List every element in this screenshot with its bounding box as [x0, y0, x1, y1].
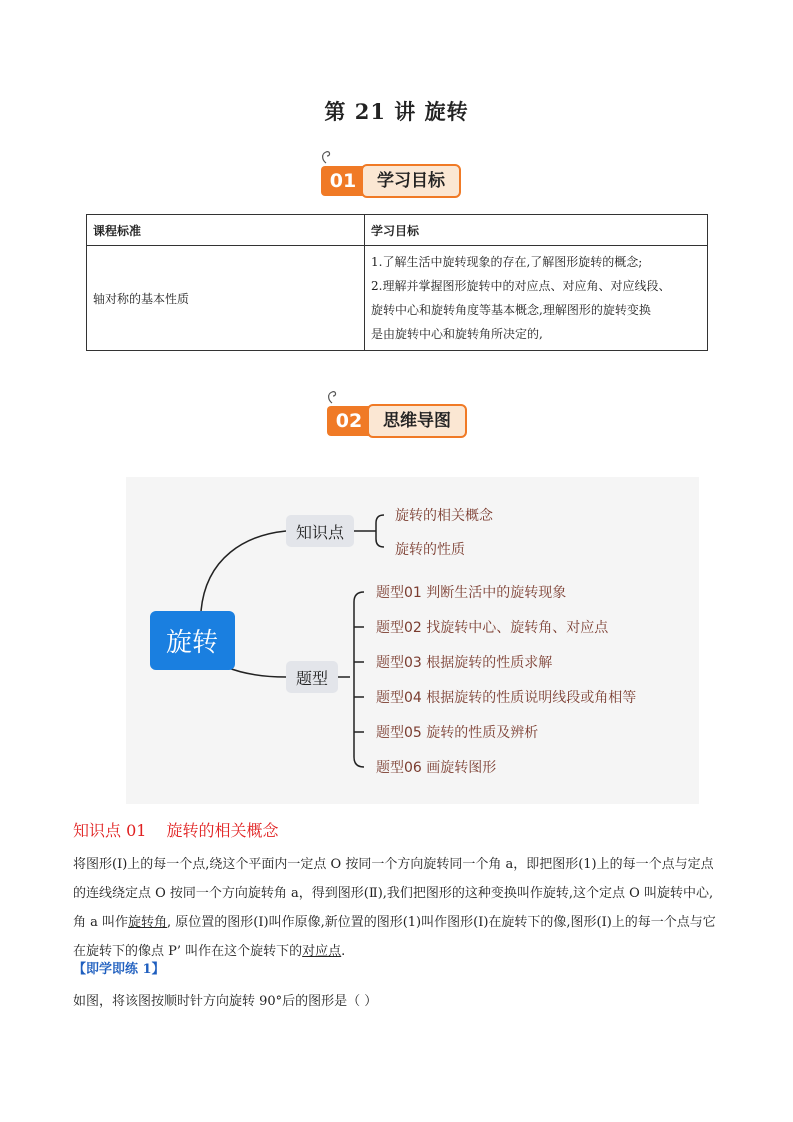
section-badge-mindmap — [327, 400, 472, 436]
goal-line: 旋转中心和旋转角度等基本概念,理解图形的旋转变换 — [371, 303, 651, 317]
table-header-goals: 学习目标 — [365, 215, 708, 246]
table-header-standard: 课程标准 — [87, 215, 365, 246]
paragraph-text: , 原位置的图形(I)叫作原像,新位置的图形(1)叫作图形(I)在旋转下的像,图形(I)上的每一个点与它在旋转下的像点 P’ 叫作在这个旋转下的 — [73, 915, 716, 959]
mind-map-leaf: 题型05 旋转的性质及辨析 — [376, 725, 539, 741]
section-badge-goals — [321, 160, 471, 196]
mind-map-leaf: 旋转的相关概念 — [395, 508, 493, 524]
mind-map-leaf: 题型01 判断生活中的旋转现象 — [376, 585, 567, 601]
mind-map-leaf: 题型03 根据旋转的性质求解 — [376, 655, 553, 671]
curl-icon — [319, 148, 333, 164]
table-cell-goals — [365, 246, 708, 351]
mind-map-branch-label: 知识点 — [295, 523, 345, 542]
term-corresponding-point: 对应点 — [302, 944, 342, 959]
mind-map-leaf: 旋转的性质 — [395, 542, 465, 558]
knowledge-number: 知识点 01 — [73, 821, 147, 840]
section-label: 学习目标 — [361, 164, 461, 198]
section-number: 01 — [321, 166, 365, 196]
goal-line: 2.理解并掌握图形旋转中的对应点、对应角、对应线段、 — [371, 279, 671, 293]
goal-line: 1.了解生活中旋转现象的存在,了解图形旋转的概念; — [371, 255, 643, 269]
section-number: 02 — [327, 406, 371, 436]
practice-question: 如图，将该图按顺时针方向旋转 90°后的图形是（ ） — [73, 994, 378, 1009]
paragraph-text: 将图形(I)上的每一个点,绕这个平面内一定点 O 按同一个方向旋转同一个角 a，即把图形(1)上的每一个点与定点的连线绕定点 O 按同一个方向旋转角 a，得到图形(Ⅱ),我们把图形的这种变换叫作旋转,这个定点 O 叫旋转中心,角 a 叫作 — [73, 857, 714, 930]
definition-paragraph — [73, 850, 723, 966]
mind-map-leaf: 题型06 画旋转图形 — [376, 760, 497, 776]
term-rotation-angle: 旋转角 — [128, 915, 168, 930]
knowledge-title: 旋转的相关概念 — [166, 821, 279, 840]
mind-map-branch-label: 题型 — [295, 669, 329, 688]
table-cell-standard: 轴对称的基本性质 — [87, 246, 365, 351]
curl-icon — [325, 388, 339, 404]
knowledge-heading — [73, 818, 298, 841]
practice-label: 【即学即练 1】 — [73, 962, 165, 977]
mind-map-root-label: 旋转 — [165, 628, 219, 658]
mind-map-leaf: 题型04 根据旋转的性质说明线段或角相等 — [376, 690, 637, 706]
mind-map-canvas — [126, 477, 699, 804]
mind-map — [126, 477, 699, 804]
paragraph-text: . — [341, 944, 346, 959]
mind-map-leaf: 题型02 找旋转中心、旋转角、对应点 — [376, 620, 609, 636]
section-label: 思维导图 — [367, 404, 467, 438]
goals-table — [86, 214, 708, 351]
goal-line: 是由旋转中心和旋转角所决定的, — [371, 327, 543, 341]
page-title: 第 21 讲 旋转 — [324, 99, 469, 124]
